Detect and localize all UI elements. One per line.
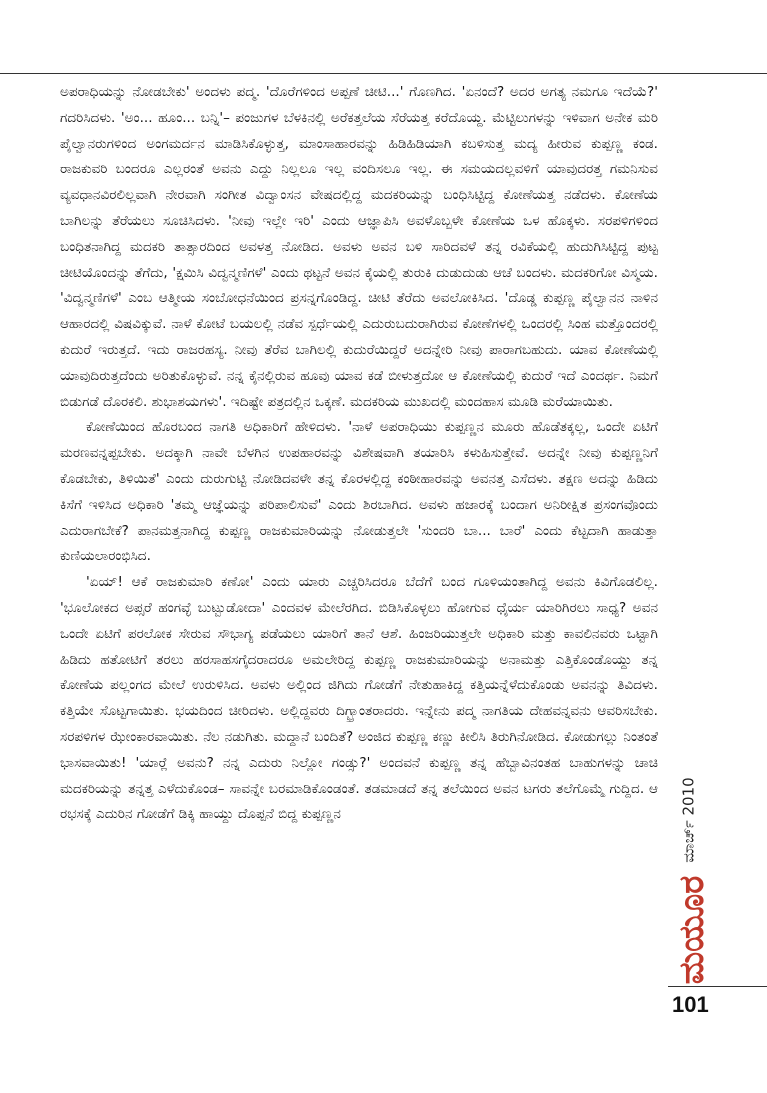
footer-rule	[668, 986, 767, 987]
top-rule	[0, 73, 767, 74]
magazine-name: ಮಯೂರ	[672, 875, 712, 985]
article-body	[60, 80, 658, 828]
magazine-logo	[667, 875, 717, 985]
paragraph-1: ಅಪರಾಧಿಯನ್ನು ನೋಡಬೇಕು' ಅಂದಳು ಪದ್ಮ. 'ದೊರೆಗಳಿಂದ ಅಪ್ಪಣೆ ಚೀಟಿ...' ಗೊಣಗಿದ. 'ಏನಂದೆ? ಅದರ ಅಗತ್ಯ ನಮಗೂ ಇದೆಯೆ?' ಗದರಿಸಿದಳು. 'ಅಂ... ಹೂಂ... ಬನ್ನಿ'– ಪಂಜುಗಳ ಬೆಳಕಿನಲ್ಲಿ ಅರೆಕತ್ತಲೆಯ ಸೆರೆಯತ್ತ ಕರೆದೊಯ್ದ. ಮೆಟ್ಟಿಲುಗಳನ್ನು ಇಳಿವಾಗ ಅನೇಕ ಮರಿ ಪೈಲ್ವಾನರುಗಳಿಂದ ಅಂಗಮರ್ದನ ಮಾಡಿಸಿಕೊಳ್ಳುತ್ತ, ಮಾಂಸಾಹಾರವನ್ನು ಹಿಡಿಹಿಡಿಯಾಗಿ ಕಬಳಿಸುತ್ತ ಮದ್ಯ ಹೀರುವ ಕುಪ್ಪಣ್ಣ ಕಂಡ. ರಾಜಕುವರಿ ಬಂದರೂ ಎಲ್ಲರಂತೆ ಅವನು ಎದ್ದು ನಿಲ್ಲಲೂ ಇಲ್ಲ ವಂದಿಸಲೂ ಇಲ್ಲ. ಈ ಸಮಯದಲ್ಲವಳಿಗೆ ಯಾವುದರತ್ತ ಗಮನಿಸುವ ವ್ಯವಧಾನವಿರಲಿಲ್ಲವಾಗಿ ನೇರವಾಗಿ ಸಂಗೀತ ವಿದ್ವಾಂಸನ ವೇಷದಲ್ಲಿದ್ದ ಮದಕರಿಯನ್ನು ಬಂಧಿಸಿಟ್ಟಿದ್ದ ಕೋಣೆಯತ್ತ ನಡೆದಳು. ಕೋಣೆಯ ಬಾಗಿಲನ್ನು ತೆರೆಯಲು ಸೂಚಿಸಿದಳು. 'ನೀವು ಇಲ್ಲೇ ಇರಿ' ಎಂದು ಆಜ್ಞಾಪಿಸಿ ಅವಳೊಬ್ಬಳೇ ಕೋಣೆಯ ಒಳ ಹೊಕ್ಕಳು. ಸರಪಳಿಗಳಿಂದ ಬಂಧಿತನಾಗಿದ್ದ ಮದಕರಿ ತಾತ್ಸಾರದಿಂದ ಅವಳತ್ತ ನೋಡಿದ. ಅವಳು ಅವನ ಬಳಿ ಸಾರಿದವಳೆ ತನ್ನ ರವಿಕೆಯಲ್ಲಿ ಹುದುಗಿಸಿಟ್ಟಿದ್ದ ಪುಟ್ಟ ಚೀಟಿಯೊಂದನ್ನು ತೆಗೆದು, 'ಕ್ಷಮಿಸಿ ವಿದ್ವನ್ಮಣಿಗಳೆ' ಎಂದು ಥಟ್ಟನೆ ಅವನ ಕೈಯಲ್ಲಿ ತುರುಕಿ ದುಡುದುಡು ಆಚೆ ಬಂದಳು. ಮದಕರಿಗೋ ವಿಸ್ಮಯ. 'ವಿದ್ವನ್ಮಣಿಗಳೆ' ಎಂಬ ಆತ್ಮೀಯ ಸಂಬೋಧನೆಯಿಂದ ಪ್ರಸನ್ನಗೊಂಡಿದ್ದ. ಚೀಟಿ ತೆರೆದು ಅವಲೋಕಿಸಿದ. 'ದೊಡ್ಡ ಕುಪ್ಪಣ್ಣ ಪೈಲ್ವಾನನ ನಾಳಿನ ಆಹಾರದಲ್ಲಿ ವಿಷವಿಕ್ಕುವೆ. ನಾಳೆ ಕೋಟೆ ಬಯಲಲ್ಲಿ ನಡೆವ ಸ್ಪರ್ಧೆಯಲ್ಲಿ ಎದುರುಬದುರಾಗಿರುವ ಕೋಣೆಗಳಲ್ಲಿ ಒಂದರಲ್ಲಿ ಸಿಂಹ ಮತ್ತೊಂದರಲ್ಲಿ ಕುದುರೆ ಇರುತ್ತದೆ. ಇದು ರಾಜರಹಸ್ಯ. ನೀವು ತೆರೆವ ಬಾಗಿಲಲ್ಲಿ ಕುದುರೆಯಿದ್ದರೆ ಅದನ್ನೇರಿ ನೀವು ಪಾರಾಗಬಹುದು. ಯಾವ ಕೋಣೆಯಲ್ಲಿ ಯಾವುದಿರುತ್ತದೆಂದು ಅರಿತುಕೊಳ್ಳುವೆ. ನನ್ನ ಕೈನಲ್ಲಿರುವ ಹೂವು ಯಾವ ಕಡೆ ಬೀಳುತ್ತದೋ ಆ ಕೋಣೆಯಲ್ಲಿ ಕುದುರೆ ಇದೆ ಎಂದರ್ಥ. ನಿಮಗೆ ಬಿಡುಗಡೆ ದೊರಕಲಿ. ಶುಭಾಶಯಗಳು'. ಇದಿಷ್ಟೇ ಪತ್ರದಲ್ಲಿನ ಒಕ್ಕಣೆ. ಮದಕರಿಯ ಮುಖದಲ್ಲಿ ಮಂದಹಾಸ ಮೂಡಿ ಮರೆಯಾಯಿತು.	[60, 84, 658, 410]
paragraph-3: 'ಏಯ್! ಆಕೆ ರಾಜಕುಮಾರಿ ಕಣೋ' ಎಂದು ಯಾರು ಎಚ್ಚರಿಸಿದರೂ ಬೆದೆಗೆ ಬಂದ ಗೂಳಿಯಂತಾಗಿದ್ದ ಅವನು ಕಿವಿಗೊಡಲಿಲ್ಲ. 'ಭೂಲೋಕದ ಅಪ್ಸರೆ ಹಂಗವ್ಳೆ ಬುಟ್ಬುಡೋದಾ' ಎಂದವಳ ಮೇಲೆರಗಿದ. ಬಿಡಿಸಿಕೊಳ್ಳಲು ಹೋಗುವ ಧೈರ್ಯ ಯಾರಿಗಿರಲು ಸಾಧ್ಯ? ಅವನ ಒಂದೇ ಏಟಿಗೆ ಪರಲೋಕ ಸೇರುವ ಸೌಭಾಗ್ಯ ಪಡೆಯಲು ಯಾರಿಗೆ ತಾನೆ ಆಶೆ. ಹಿಂಜರಿಯುತ್ತಲೇ ಅಧಿಕಾರಿ ಮತ್ತು ಕಾವಲಿನವರು ಒಟ್ಟಾಗಿ ಹಿಡಿದು ಹತೋಟಿಗೆ ತರಲು ಹರಸಾಹಸಗೈದರಾದರೂ ಅಮಲೇರಿದ್ದ ಕುಪ್ಪಣ್ಣ ರಾಜಕುಮಾರಿಯನ್ನು ಅನಾಮತ್ತು ಎತ್ತಿಕೊಂಡೊಯ್ದು ತನ್ನ ಕೋಣೆಯ ಪಲ್ಲಂಗದ ಮೇಲೆ ಉರುಳಿಸಿದ. ಅವಳು ಅಲ್ಲಿಂದ ಜಿಗಿದು ಗೋಡೆಗೆ ನೇತುಹಾಕಿದ್ದ ಕತ್ತಿಯನ್ನೆಳೆದುಕೊಂಡು ಅವನನ್ನು ತಿವಿದಳು. ಕತ್ತಿಯೇ ಸೊಟ್ಟಗಾಯಿತು. ಭಯದಿಂದ ಚೀರಿದಳು. ಅಲ್ಲಿದ್ದವರು ದಿಗ್ಭ್ರಾಂತರಾದರು. ಇನ್ನೇನು ಪದ್ಮ ನಾಗತಿಯ ದೇಹವನ್ನವನು ಆವರಿಸಬೇಕು. ಸರಪಳಿಗಳ ಝೇಂಕಾರವಾಯಿತು. ನೆಲ ನಡುಗಿತು. ಮದ್ದಾನೆ ಬಂದಿತೆ? ಅಂಜಿದ ಕುಪ್ಪಣ್ಣ ಕಣ್ಣು ಕೀಲಿಸಿ ತಿರುಗಿನೋಡಿದ. ಕೋಡುಗಲ್ಲು ನಿಂತಂತೆ ಭಾಸವಾಯಿತು! 'ಯಾರ್‍ಲೆ ಅವನು? ನನ್ನ ಎದುರು ನಿಲ್ಲೋ ಗಂಡ್ಸು?' ಅಂದವನೆ ಕುಪ್ಪಣ್ಣ ತನ್ನ ಹೆಬ್ಬಾವಿನಂತಹ ಬಾಹುಗಳನ್ನು ಚಾಚಿ ಮದಕರಿಯನ್ನು ತನ್ನತ್ತ ಎಳೆದುಕೊಂಡ– ಸಾವನ್ನೇ ಬರಮಾಡಿಕೊಂಡಂತೆ. ತಡಮಾಡದೆ ತನ್ನ ತಲೆಯಿಂದ ಅವನ ಟಗರು ತಲೆಗೊಮ್ಮೆ ಗುದ್ದಿದ. ಆ ರಭಸಕ್ಕೆ ಎದುರಿನ ಗೋಡೆಗೆ ಡಿಕ್ಕಿ ಹಾಯ್ದು ದೊಪ್ಪನೆ ಬಿದ್ದ ಕುಪ್ಪಣ್ಣನ	[60, 574, 658, 823]
paragraph-2: ಕೋಣೆಯಿಂದ ಹೊರಬಂದ ನಾಗತಿ ಅಧಿಕಾರಿಗೆ ಹೇಳಿದಳು. 'ನಾಳೆ ಅಪರಾಧಿಯು ಕುಪ್ಪಣ್ಣನ ಮೂರು ಹೊಡೆತಕ್ಕಲ್ಲ, ಒಂದೇ ಏಟಿಗೆ ಮರಣವನ್ನಪ್ಪಬೇಕು. ಅದಕ್ಕಾಗಿ ನಾವೇ ಬೆಳಗಿನ ಉಪಹಾರವನ್ನು ವಿಶೇಷವಾಗಿ ತಯಾರಿಸಿ ಕಳುಹಿಸುತ್ತೇವೆ. ಅದನ್ನೇ ನೀವು ಕುಪ್ಪಣ್ಣನಿಗೆ ಕೊಡಬೇಕು, ತಿಳಿಯಿತೆ' ಎಂದು ದುರುಗುಟ್ಟಿ ನೋಡಿದವಳೇ ತನ್ನ ಕೊರಳಲ್ಲಿದ್ದ ಕಂಠೀಹಾರವನ್ನು ಅವನತ್ತ ಎಸೆದಳು. ತಕ್ಷಣ ಅದನ್ನು ಹಿಡಿದು ಕಿಸೆಗೆ ಇಳಿಸಿದ ಅಧಿಕಾರಿ 'ತಮ್ಮ ಆಜ್ಞೆಯನ್ನು ಪರಿಪಾಲಿಸುವೆ' ಎಂದು ಶಿರಬಾಗಿದ. ಅವಳು ಹಜಾರಕ್ಕೆ ಬಂದಾಗ ಅನಿರೀಕ್ಷಿತ ಪ್ರಸಂಗವೊಂದು ಎದುರಾಗಬೇಕೆ? ಪಾನಮತ್ತನಾಗಿದ್ದ ಕುಪ್ಪಣ್ಣ ರಾಜಕುಮಾರಿಯನ್ನು ನೋಡುತ್ತಲೇ 'ಸುಂದರಿ ಬಾ... ಬಾರೆ' ಎಂದು ಕೆಟ್ಟದಾಗಿ ಹಾಡುತ್ತಾ ಕುಣಿಯಲಾರಂಭಿಸಿದ.	[60, 419, 658, 565]
issue-date-text: ಮಾರ್ಚ್ 2010	[680, 777, 699, 863]
issue-date	[669, 765, 709, 875]
page-number: 101	[672, 992, 709, 1017]
